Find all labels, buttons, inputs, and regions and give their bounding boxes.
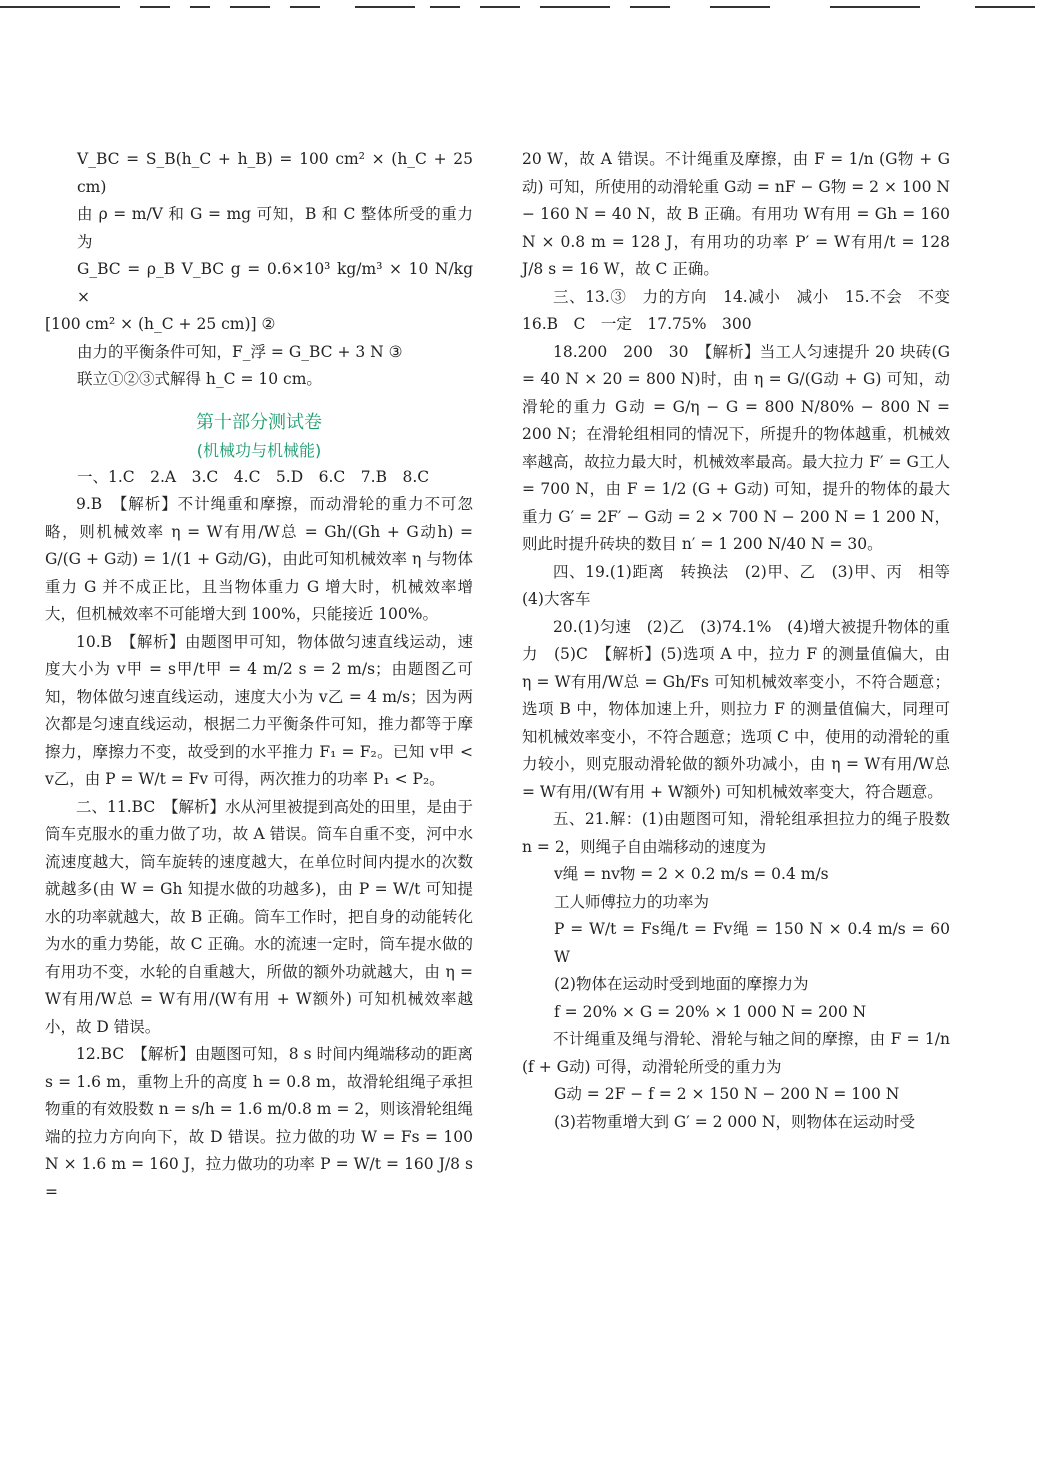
- answer-paragraph: 20 W，故 A 错误。不计绳重及摩擦，由 F = 1/n (G物 + G动) 可知，所使用的动滑轮重 G动 = nF − G物 = 2 × 100 N − 160 N = 40 N，故 B 正确。有用功 W有用 = Gh = 160 N × 0.8 m = 128 J，有用功的功率 P′ = W有用/t = 128 J/8 s = 16 W，故 C 正确。: [522, 150, 950, 278]
- solution-step: P = W/t = Fs绳/t = Fv绳 = 150 N × 0.4 m/s = 60 W: [554, 920, 950, 966]
- answer-paragraph: 一、1.C 2.A 3.C 4.C 5.D 6.C 7.B 8.C: [77, 467, 430, 486]
- intro-line: 由 ρ = m/V 和 G = mg 可知，B 和 C 整体所受的重力为: [77, 205, 473, 251]
- solution-step: v绳 = nv物 = 2 × 0.2 m/s = 0.4 m/s: [554, 865, 829, 883]
- solution-step: (2)物体在运动时受到地面的摩擦力为: [554, 975, 809, 993]
- solution-step: 工人师傅拉力的功率为: [554, 892, 710, 911]
- left-column: [45, 146, 473, 1206]
- intro-line: [100 cm² × (h_C + 25 cm)] ②: [45, 315, 276, 333]
- solution-step: G动 = 2F − f = 2 × 150 N − 200 N = 100 N: [554, 1085, 900, 1103]
- intro-line: 联立①②③式解得 h_C = 10 cm。: [77, 370, 322, 388]
- answer-paragraph: 12.BC 【解析】由题图可知，8 s 时间内绳端移动的距离 s = 1.6 m，重物上升的高度 h = 0.8 m，故滑轮组绳子承担物重的有效股数 n = s/h = 1.6 m/0.8 m = 2，则该滑轮组绳端的拉力方向向下，故 D 错误。拉力做的功 W = Fs = 100 N × 1.6 m = 160 J，拉力做功的功率 P = W/t = 160 J/8 s =: [45, 1045, 473, 1201]
- intro-line: 由力的平衡条件可知，F_浮 = G_BC + 3 N ③: [77, 342, 403, 361]
- answer-paragraph: 9.B 【解析】不计绳重和摩擦，而动滑轮的重力不可忽略，则机械效率 η = W有用/W总 = Gh/(Gh + G动h) = G/(G + G动) = 1/(1 + G动/G)，由此可知机械效率 η 与物体重力 G 并不成正比，且当物体重力 G 增大时，机械效率增大，但机械效率不可能增大到 100%，只能接近 100%。: [45, 495, 473, 623]
- answer-paragraph: 五、21.解：(1)由题图可知，滑轮组承担拉力的绳子股数 n = 2，则绳子自由端移动的速度为: [522, 810, 950, 856]
- section-subtitle: (机械功与机械能): [196, 440, 322, 460]
- header-rule: [0, 6, 1041, 8]
- intro-line: G_BC = ρ_B V_BC g = 0.6×10³ kg/m³ × 10 N/kg ×: [77, 260, 473, 306]
- solution-step: f = 20% × G = 20% × 1 000 N = 200 N: [554, 1002, 867, 1021]
- section-title: 第十部分测试卷: [196, 411, 322, 433]
- right-column: [522, 146, 966, 1136]
- answer-paragraph: 10.B 【解析】由题图甲可知，物体做匀速直线运动，速度大小为 v甲 = s甲/t甲 = 4 m/2 s = 2 m/s；由题图乙可知，物体做匀速直线运动，速度大小为 v乙 = 4 m/s；因为两次都是匀速直线运动，根据二力平衡条件可知，推力都等于摩擦力，摩擦力不变，故受到的水平推力 F₁ = F₂。已知 v甲 < v乙，由 P = W/t = Fv 可得，两次推力的功率 P₁ < P₂。: [45, 632, 473, 788]
- solution-step: (3)若物重增大到 G′ = 2 000 N，则物体在运动时受: [554, 1112, 915, 1131]
- answer-paragraph: 四、19.(1)距离 转换法 (2)甲、乙 (3)甲、丙 相等 (4)大客车: [522, 562, 966, 608]
- answer-paragraph: 不计绳重及绳与滑轮、滑轮与轴之间的摩擦，由 F = 1/n (f + G动) 可得，动滑轮所受的重力为: [522, 1030, 950, 1076]
- answer-paragraph: 三、13.③ 力的方向 14.减小 减小 15.不会 不变 16.B C 一定 17.75% 300: [522, 287, 966, 333]
- intro-line: V_BC = S_B(h_C + h_B) = 100 cm² × (h_C + 25 cm): [77, 150, 473, 196]
- answer-paragraph: 20.(1)匀速 (2)乙 (3)74.1% (4)增大被提升物体的重力 (5)C 【解析】(5)选项 A 中，拉力 F 的测量值偏大，由 η = W有用/W总 = Gh/Fs 可知机械效率变小，不符合题意；选项 B 中，物体加速上升，则拉力 F 的测量值偏大，同理可知机械效率变小，不符合题意；选项 C 中，使用的动滑轮的重力较小，则克服动滑轮做的额外功减小，由 η = W有用/W总 = W有用/(W有用 + W额外) 可知机械效率变大，符合题意。: [522, 617, 950, 801]
- answer-paragraph: 二、11.BC 【解析】水从河里被提到高处的田里，是由于筒车克服水的重力做了功，故 A 错误。筒车自重不变，河中水流速度越大，筒车旋转的速度越大，在单位时间内提水的次数就越多(由 W = Gh 知提水做的功越多)，由 P = W/t 可知提水的功率就越大，故 B 正确。筒车工作时，把自身的动能转化为水的重力势能，故 C 正确。水的流速一定时，筒车提水做的有用功不变，水轮的自重越大，所做的额外功就越大，由 η = W有用/W总 = W有用/(W有用 + W额外) 可知机械效率越小，故 D 错误。: [45, 797, 473, 1036]
- answer-paragraph: 18.200 200 30 【解析】当工人匀速提升 20 块砖(G = 40 N × 20 = 800 N)时，由 η = G/(G动 + G) 可知，动滑轮的重力 G动 = G/η − G = 800 N/80% − 800 N = 200 N；在滑轮组相同的情况下，所提升的物体越重，机械效率越高，故拉力最大时，机械效率最高。最大拉力 F′ = G工人 = 700 N，由 F = 1/2 (G + G动) 可知，提升的物体的最大重力 G′ = 2F′ − G动 = 2 × 700 N − 200 N = 1 200 N，则此时提升砖块的数目 n′ = 1 200 N/40 N = 30。: [522, 342, 950, 553]
